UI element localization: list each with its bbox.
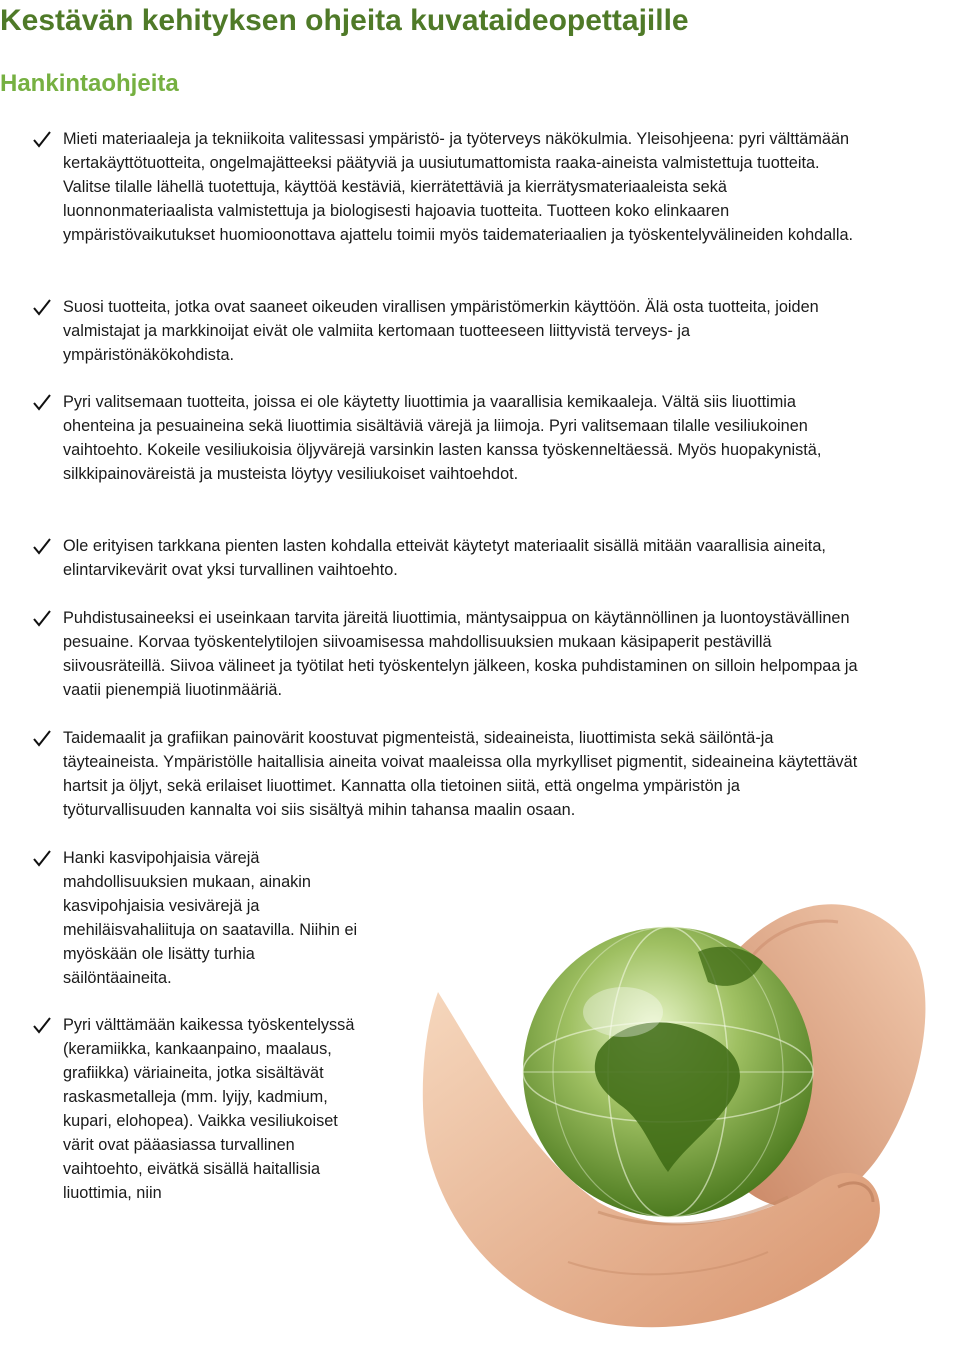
list-item-text: Pyri valitsemaan tuotteita, joissa ei ole käytetty liuottimia ja vaarallisia kemikaaleja. Vältä siis liuottimia ohenteina ja pesuaineina sekä liuottimia sisältäviä värejä ja liimoja. Pyri valitsemaan tilalle vesiliukoinen vaihtoehto. Kokeile vesiliukoisia öljyvärejä varsinkin lasten kanssa työskenneltäessä. Myös huopakynistä, silkkipainoväreistä ja musteista löytyy vesiliukoiset vaihtoehdot. [63,393,822,483]
checkmark-icon [32,298,52,316]
page-title: Kestävän kehityksen ohjeita kuvataideopettajille [0,4,689,37]
checkmark-icon [32,729,52,747]
globe [523,927,813,1217]
list-item-text: Suosi tuotteita, jotka ovat saaneet oikeuden virallisen ympäristömerkin käyttöön. Älä osta tuotteita, joiden valmistajat ja markkinoijat eivät ole valmiita kertomaan tuotteeseen liittyvistä terveys- ja ympäristönäkökohdista. [63,298,819,364]
checkmark-icon [32,537,52,555]
checkmark-icon [32,609,52,627]
list-item-text: Mieti materiaaleja ja tekniikoita valitessasi ympäristö- ja työterveys näkökulmia. Yleisohjeena: pyri välttämään kertakäyttötuotteita, ongelmajätteeksi päätyviä ja uusiutumattomista raaka-aineista valmistettuja tuotteita. Valitse tilalle lähellä tuotettuja, käyttöä kestäviä, kierrätettäviä ja kierrätysmateriaaleista sekä luonnonmateriaalista valmistettuja ja biologisesti hajoavia tuotteita. Tuotteen koko elinkaaren ympäristövaikutukset huomioonottava ajattelu toimii myös taidemateriaalien ja työskentelyvälineiden kohdalla. [63,130,854,244]
checkmark-icon [32,130,52,148]
hands-holding-globe-image [368,822,960,1372]
section-heading: Hankintaohjeita [0,70,179,97]
checkmark-icon [32,1016,52,1034]
list-item-text: Ole erityisen tarkkana pienten lasten kohdalla etteivät käytetyt materiaalit sisällä mitään vaarallisia aineita, elintarvikevärit ovat yksi turvallinen vaihtoehto. [63,537,826,579]
list-item-text: Pyri välttämään kaikessa työskentelyssä (keramiikka, kankaanpaino, maalaus, grafiikka) väriaineita, jotka sisältävät raskasmetalleja (mm. lyijy, kadmium, kupari, elohopea). Vaikka vesiliukoiset värit ovat pääasiassa turvallinen vaihtoehto, eivätkä sisällä haitallisia liuottimia, niin [63,1016,355,1202]
list-item-text: Taidemaalit ja grafiikan painovärit koostuvat pigmenteistä, sideaineista, liuottimista sekä säilöntä-ja täyteaineista. Ympäristölle haitallisia aineita voivat maaleissa olla myrkylliset pigmentit, sideaineina käytettävät hartsit ja öljyt, sekä erilaiset liuottimet. Kannatta olla tietoinen siitä, että ongelma ympäristön ja työturvallisuuden kannalta voi siis sisältyä mihin tahansa maalin osaan. [63,729,858,819]
list-item-text: Hanki kasvipohjaisia värejä mahdollisuuksien mukaan, ainakin kasvipohjaisia vesivärejä ja mehiläisvahaliituja on saatavilla. Niihin ei myöskään ole lisätty turhia säilöntäaineita. [63,849,358,987]
checkmark-icon [32,849,52,867]
checkmark-icon [32,393,52,411]
list-item-text: Puhdistusaineeksi ei useinkaan tarvita järeitä liuottimia, mäntysaippua on käytännöllinen ja luontoystävällinen pesuaine. Korvaa työskentelytilojen siivoamisessa mahdollisuuksien mukaan käsipaperit pestävillä siivousräteillä. Siivoa välineet ja työtilat heti työskentelyn jälkeen, koska puhdistaminen on silloin helpompaa ja vaatii pienempiä liuotinmääriä. [63,609,858,699]
